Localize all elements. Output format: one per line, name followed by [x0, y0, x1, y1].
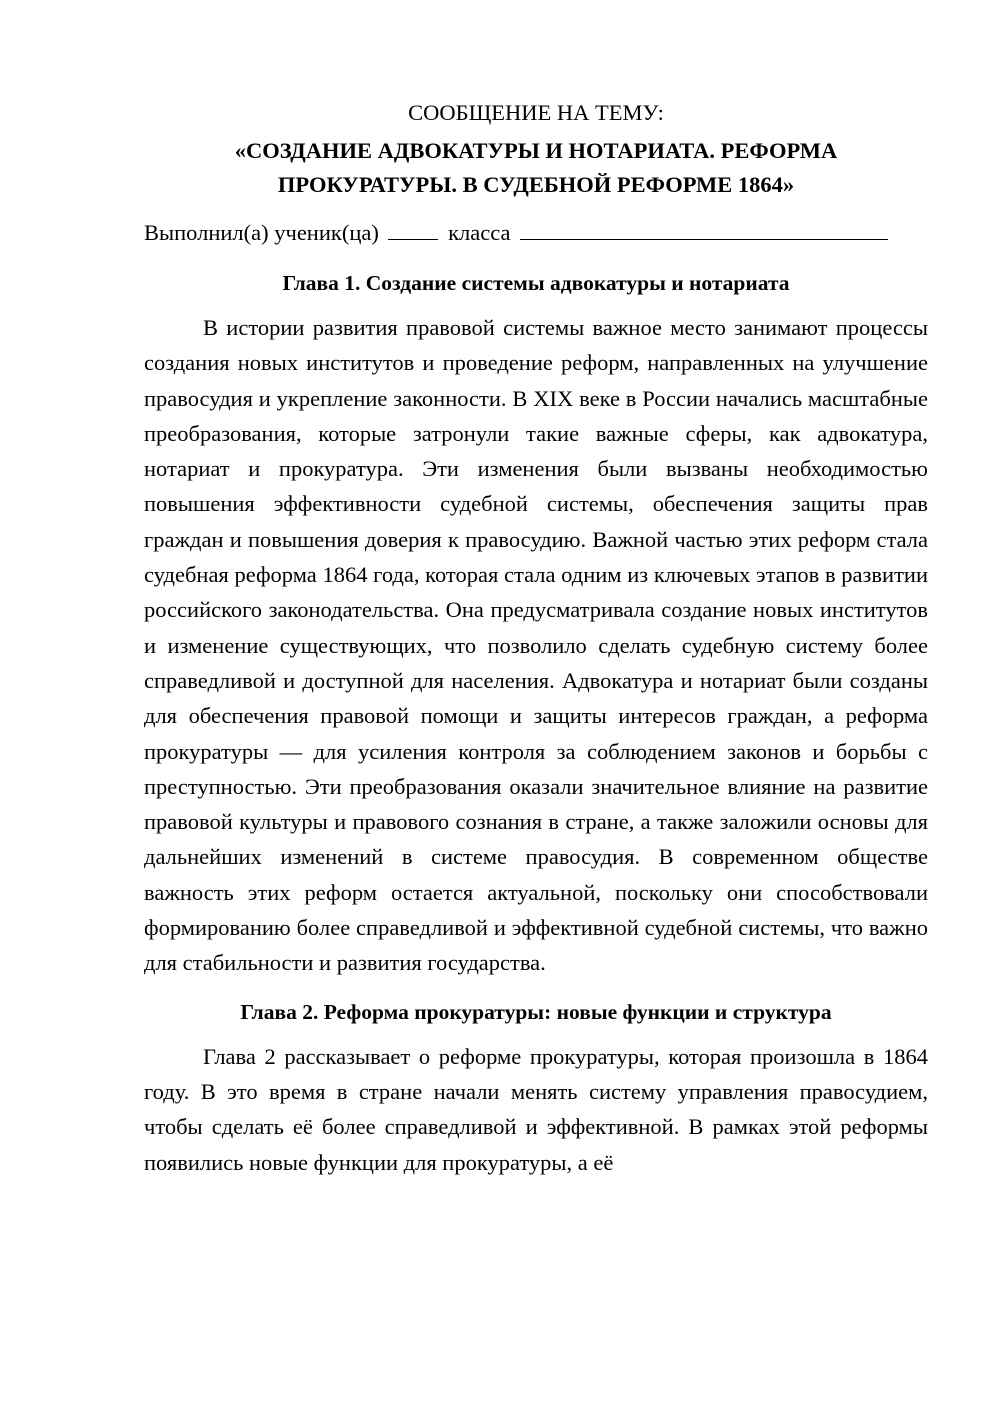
document-page [144, 88, 928, 1180]
title-line-1: «СОЗДАНИЕ АДВОКАТУРЫ И НОТАРИАТА. РЕФОРМА [234, 138, 838, 163]
author-line [144, 216, 928, 250]
chapter-1-paragraph: В истории развития правовой системы важное место занимают процессы создания новых институтов и проведение реформ, направленных на улучшение правосудия и укрепление законности. В XIX веке в России начались масштабные преобразования, которые затронули такие важные сферы, как адвокатура, нотариат и прокуратура. Эти изменения были вызваны необходимостью повышения эффективности судебной системы, обеспечения защиты прав граждан и повышения доверия к правосудию. Важной частью этих реформ стала судебная реформа 1864 года, которая стала одним из ключевых этапов в развитии российского законодательства. Она предусматривала создание новых институтов и изменение существующих, что позволило сделать судебную систему более справедливой и доступной для населения. Адвокатура и нотариат были созданы для обеспечения правовой помощи и защиты интересов граждан, а реформа прокуратуры — для усиления контроля за соблюдением законов и борьбы с преступностью. Эти преобразования оказали значительное влияние на развитие правовой культуры и правового сознания в стране, а также заложили основы для дальнейших изменений в системе правосудия. В современном обществе важность этих реформ остается актуальной, поскольку они способствовали формированию более справедливой и эффективной судебной системы, что важно для стабильности и развития государства. [144, 315, 928, 976]
document-title [144, 134, 928, 202]
chapter-2-paragraph: Глава 2 рассказывает о реформе прокуратуры, которая произошла в 1864 году. В это время в стране начали менять систему управления правосудием, чтобы сделать её более справедливой и эффективной. В рамках этой реформы появились новые функции для прокуратуры, а её [144, 1043, 928, 1175]
name-blank [520, 217, 888, 240]
chapter-2-heading: Глава 2. Реформа прокуратуры: новые функции и структура [240, 999, 832, 1024]
grade-blank [388, 217, 438, 240]
class-label: класса [448, 220, 511, 245]
author-label: Выполнил(а) ученик(ца) [144, 220, 379, 245]
title-line-2: ПРОКУРАТУРЫ. В СУДЕБНОЙ РЕФОРМЕ 1864» [277, 172, 795, 197]
chapter-1-heading: Глава 1. Создание системы адвокатуры и нотариата [282, 271, 790, 295]
topic-line: СООБЩЕНИЕ НА ТЕМУ: [408, 100, 664, 125]
